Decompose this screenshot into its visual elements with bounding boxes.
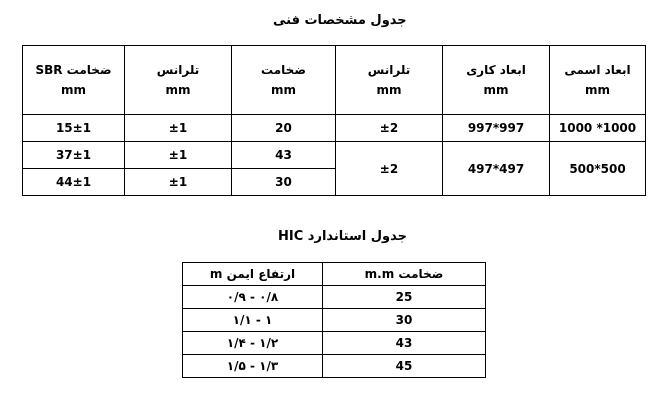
table-row [183,332,486,355]
cell-tolerance: ±1 [125,115,232,142]
cell-hic-thickness: 30 [323,309,486,332]
cell-thickness: 20 [232,115,336,142]
cell-thickness: 43 [232,142,336,169]
cell-size-tolerance: ±2 [336,115,443,142]
hic-header-row [183,263,486,286]
header-thickness: ضخامت mm [232,46,336,115]
header-tolerance: تلرانس mm [125,46,232,115]
cell-sbr-thickness: 44±1 [23,169,125,196]
cell-safe-height: ۰/۸ - ۰/۹ [183,286,323,309]
header-hic-thickness: ضخامت m.m [323,263,486,286]
hic-table-title: جدول استاندارد HIC [278,229,407,244]
cell-nominal-size: 1000 *1000 [550,115,646,142]
header-working-size: ابعاد کاری mm [443,46,550,115]
cell-sbr-thickness: 37±1 [23,142,125,169]
cell-nominal-size: 500*500 [550,142,646,196]
cell-hic-thickness: 43 [323,332,486,355]
table-row [23,115,646,142]
cell-sbr-thickness: 15±1 [23,115,125,142]
cell-safe-height: ۱ - ۱/۱ [183,309,323,332]
cell-hic-thickness: 25 [323,286,486,309]
cell-working-size: 497*497 [443,142,550,196]
header-safe-height: ارتفاع ایمن m [183,263,323,286]
cell-tolerance: ±1 [125,169,232,196]
cell-size-tolerance: ±2 [336,142,443,196]
header-sbr-thickness: ضخامت SBR mm [23,46,125,115]
cell-safe-height: ۱/۲ - ۱/۴ [183,332,323,355]
cell-thickness: 30 [232,169,336,196]
cell-working-size: 997*997 [443,115,550,142]
spec-table-title: جدول مشخصات فنی [273,13,407,28]
cell-hic-thickness: 45 [323,355,486,378]
spec-header-row [23,46,646,115]
table-row [23,142,646,169]
table-row [183,286,486,309]
header-size-tolerance: تلرانس mm [336,46,443,115]
cell-tolerance: ±1 [125,142,232,169]
hic-standard-table [182,262,486,378]
cell-safe-height: ۱/۳ - ۱/۵ [183,355,323,378]
header-nominal-size: ابعاد اسمی mm [550,46,646,115]
table-row [183,355,486,378]
technical-spec-table [22,45,646,196]
table-row [183,309,486,332]
